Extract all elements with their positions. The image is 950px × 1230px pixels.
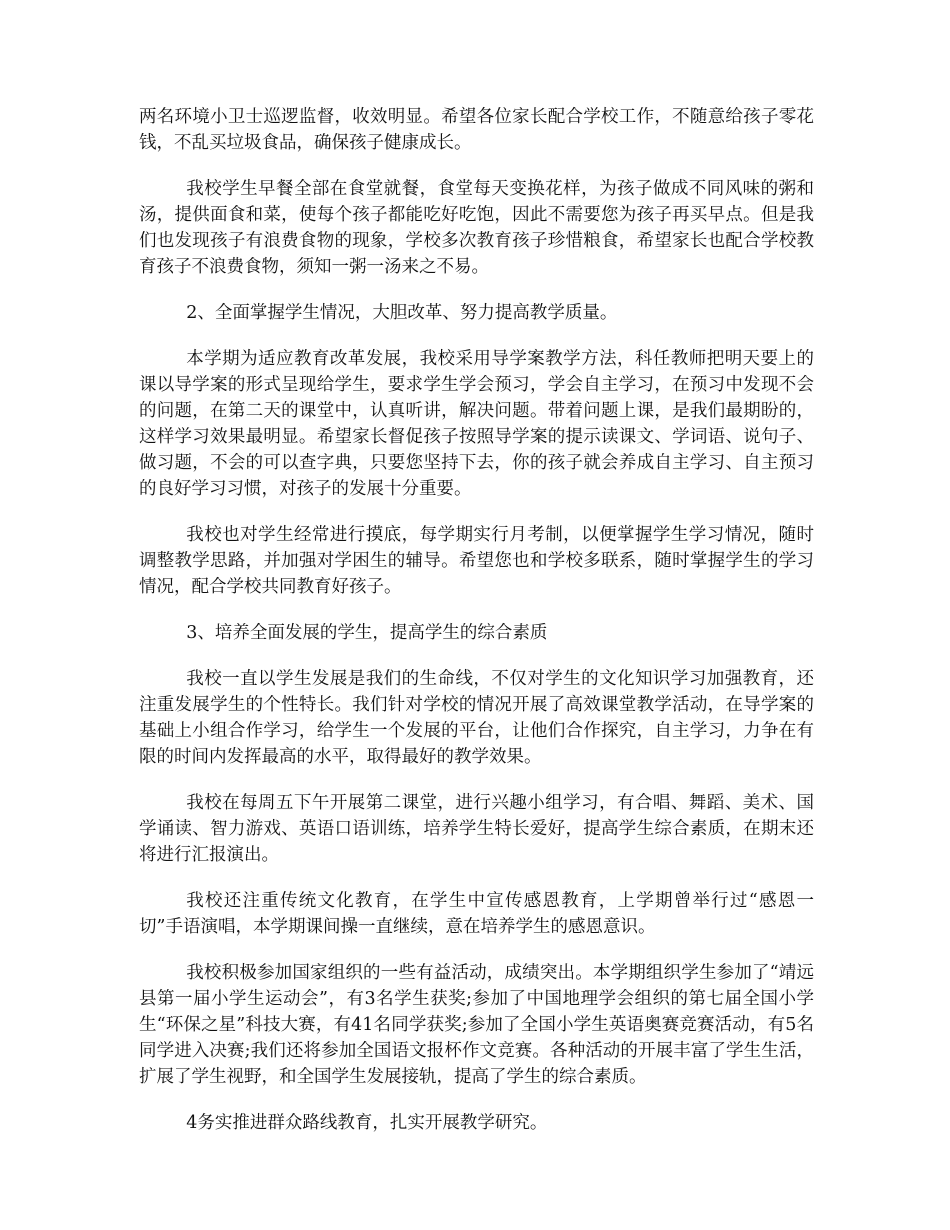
section-heading-2: 2、全面掌握学生情况，大胆改革、努力提高教学质量。 bbox=[186, 303, 618, 323]
paragraph-monthly-exam: 我校也对学生经常进行摸底，每学期实行月考制，以便掌握学生学习情况，随时调整教学思路，并加强对学困生的辅导。希望您也和学校多联系，随时掌握学生的学习情况，配合学校共同教育好孩子。 bbox=[139, 525, 814, 597]
section-heading-4: 4务实推进群众路线教育，扎实开展教学研究。 bbox=[186, 1113, 548, 1133]
paragraph-continuation: 两名环境小卫士巡逻监督，收效明显。希望各位家长配合学校工作，不随意给孩子零花钱，不乱买垃圾食品，确保孩子健康成长。 bbox=[139, 107, 814, 153]
paragraph-student-development: 我校一直以学生发展是我们的生命线，不仅对学生的文化知识学习加强教育，还注重发展学生的个性特长。我们针对学校的情况开展了高效课堂教学活动，在导学案的基础上小组合作学习，给学生一个发展的平台，让他们合作探究，自主学习，力争在有限的时间内发挥最高的水平，取得最好的教学效果。 bbox=[139, 669, 814, 767]
section-heading-3: 3、培养全面发展的学生，提高学生的综合素质 bbox=[186, 623, 548, 643]
paragraph-second-classroom: 我校在每周五下午开展第二课堂，进行兴趣小组学习，有合唱、舞蹈、美术、国学诵读、智力游戏、英语口语训练，培养学生特长爱好，提高学生综合素质，在期末还将进行汇报演出。 bbox=[139, 793, 814, 865]
document-body bbox=[139, 104, 814, 1156]
paragraph-national-activities: 我校积极参加国家组织的一些有益活动，成绩突出。本学期组织学生参加了“靖远县第一届小学生运动会”，有3名学生获奖;参加了中国地理学会组织的第七届全国小学生“环保之星”科技大赛，有41名同学获奖;参加了全国小学生英语奥赛竞赛活动，有5名同学进入决赛;我们还将参加全国语文报杯作文竞赛。各种活动的开展丰富了学生生活，扩展了学生视野，和全国学生发展接轨，提高了学生的综合素质。 bbox=[139, 963, 814, 1087]
paragraph-breakfast: 我校学生早餐全部在食堂就餐，食堂每天变换花样，为孩子做成不同风味的粥和汤，提供面食和菜，使每个孩子都能吃好吃饱，因此不需要您为孩子再买早点。但是我们也发现孩子有浪费食物的现象，学校多次教育孩子珍惜粮食，希望家长也配合学校教育孩子不浪费食物，须知一粥一汤来之不易。 bbox=[139, 179, 814, 277]
paragraph-teaching-reform: 本学期为适应教育改革发展，我校采用导学案教学方法，科任教师把明天要上的课以导学案的形式呈现给学生，要求学生学会预习，学会自主学习，在预习中发现不会的问题，在第二天的课堂中，认真听讲，解决问题。带着问题上课，是我们最期盼的，这样学习效果最明显。希望家长督促孩子按照导学案的提示读课文、学词语、说句子、做习题，不会的可以查字典，只要您坚持下去，你的孩子就会养成自主学习、自主预习的良好学习习惯，对孩子的发展十分重要。 bbox=[139, 349, 814, 499]
paragraph-traditional-culture: 我校还注重传统文化教育，在学生中宣传感恩教育，上学期曾举行过“感恩一切”手语演唱，本学期课间操一直继续，意在培养学生的感恩意识。 bbox=[139, 891, 814, 937]
